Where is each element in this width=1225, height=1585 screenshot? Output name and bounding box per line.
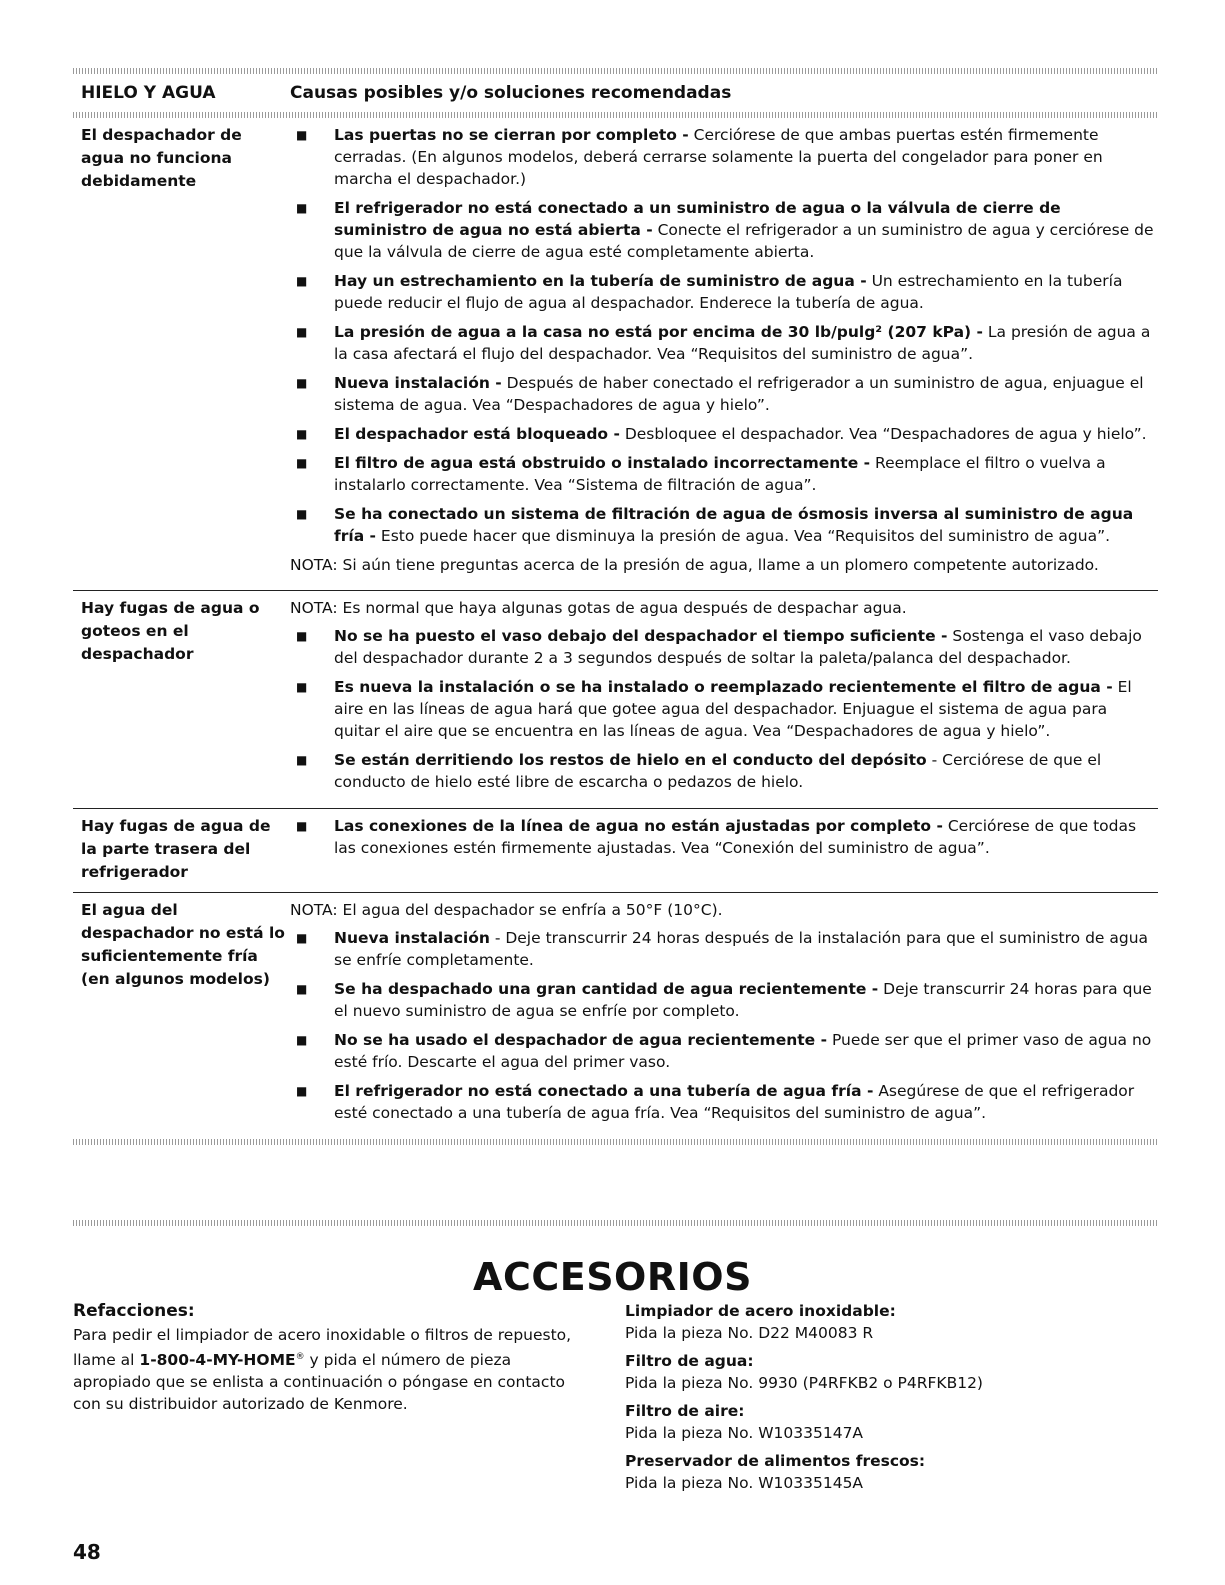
- square-bullet-icon: ■: [296, 1084, 308, 1098]
- cause-text: El refrigerador no está conectado a un suministro de agua o la válvula de cierre de suministro de agua no está abierta -: [334, 199, 1061, 239]
- problem-label: Hay fugas de agua de la parte trasera del refrigerador: [81, 817, 271, 881]
- solution-item: [290, 1029, 1158, 1073]
- solutions-cell: [290, 899, 1158, 1131]
- table-row: [73, 118, 1158, 590]
- part-number: Pida la pieza No. D22 M40083 R: [625, 1324, 874, 1342]
- solution-item: [290, 625, 1158, 669]
- text-part: y pida el número de pieza apropiado que se enlista a continuación o póngase en contacto con su distribuidor autorizado de Kenmore.: [73, 1351, 566, 1414]
- solution-item: [290, 372, 1158, 416]
- replacement-parts-heading: Refacciones:: [73, 1301, 195, 1321]
- accessories-rule: [73, 1220, 1158, 1226]
- square-bullet-icon: ■: [296, 680, 308, 694]
- solution-item: [290, 321, 1158, 365]
- cause-text: Las puertas no se cierran por completo -: [334, 126, 689, 144]
- solution-item: [290, 749, 1158, 793]
- cause-text: Se ha despachado una gran cantidad de agua recientemente -: [334, 980, 879, 998]
- solution-text: [334, 124, 1158, 190]
- part-entry: [625, 1450, 1145, 1494]
- solution-text: [334, 749, 1158, 793]
- solution-item: [290, 197, 1158, 263]
- remedy-text: - Deje transcurrir 24 horas después de la instalación para que el suministro de agua se enfríe completamente.: [334, 929, 1149, 969]
- note: [290, 554, 1158, 576]
- solution-item: [290, 676, 1158, 742]
- table-header: [73, 74, 1158, 112]
- solution-text: [334, 978, 1158, 1022]
- solution-item: [290, 270, 1158, 314]
- square-bullet-icon: ■: [296, 507, 308, 521]
- cause-text: No se ha puesto el vaso debajo del despachador el tiempo suficiente -: [334, 627, 948, 645]
- cause-text: El refrigerador no está conectado a una tubería de agua fría -: [334, 1082, 874, 1100]
- note: [290, 597, 1158, 619]
- solution-text: [334, 1029, 1158, 1073]
- part-entry: [625, 1300, 1145, 1344]
- replacement-parts-section: [73, 1300, 573, 1415]
- solution-item: [290, 503, 1158, 547]
- parts-list: [625, 1300, 1145, 1500]
- header-category: HIELO Y AGUA: [81, 83, 216, 103]
- note-label: NOTA:: [290, 599, 338, 617]
- square-bullet-icon: ■: [296, 1033, 308, 1047]
- remedy-text: Conecte el refrigerador a un suministro de agua y cerciórese de que la válvula de cierre de agua esté completamente abierta.: [334, 221, 1154, 261]
- square-bullet-icon: ■: [296, 456, 308, 470]
- problem-label: El despachador de agua no funciona debidamente: [81, 126, 242, 190]
- square-bullet-icon: ■: [296, 128, 308, 142]
- cause-text: Las conexiones de la línea de agua no están ajustadas por completo -: [334, 817, 943, 835]
- cause-text: El filtro de agua está obstruido o instalado incorrectamente -: [334, 454, 871, 472]
- cause-text: Nueva instalación -: [334, 374, 502, 392]
- square-bullet-icon: ■: [296, 982, 308, 996]
- part-number: Pida la pieza No. W10335147A: [625, 1424, 864, 1442]
- cause-text: El despachador está bloqueado -: [334, 425, 620, 443]
- registered-mark: ®: [295, 1352, 305, 1362]
- note-text: El agua del despachador se enfría a 50°F (10°C).: [337, 901, 723, 919]
- cause-text: Nueva instalación: [334, 929, 490, 947]
- part-entry: [625, 1400, 1145, 1444]
- remedy-text: Desbloquee el despachador. Vea “Despachadores de agua y hielo”.: [619, 425, 1147, 443]
- replacement-parts-text: [73, 1324, 573, 1415]
- part-name: Filtro de agua:: [625, 1352, 754, 1370]
- solution-item: [290, 978, 1158, 1022]
- solution-text: [334, 1080, 1158, 1124]
- page-number: 48: [73, 1540, 101, 1564]
- solution-item: [290, 452, 1158, 496]
- problem-label: Hay fugas de agua o goteos en el despachador: [81, 599, 260, 663]
- part-number: Pida la pieza No. W10335145A: [625, 1474, 864, 1492]
- solution-text: [334, 503, 1158, 547]
- remedy-text: Un estrechamiento en la tubería puede reducir el flujo de agua al despachador. Enderece la tubería de agua.: [334, 272, 1123, 312]
- part-entry: [625, 1350, 1145, 1394]
- part-name: Filtro de aire:: [625, 1402, 745, 1420]
- cause-text: Es nueva la instalación o se ha instalado o reemplazado recientemente el filtro de agua -: [334, 678, 1113, 696]
- note: [290, 899, 1158, 921]
- solution-item: [290, 124, 1158, 190]
- square-bullet-icon: ■: [296, 819, 308, 833]
- phone-number: 1-800-4-MY-HOME: [139, 1351, 296, 1370]
- square-bullet-icon: ■: [296, 931, 308, 945]
- part-name: Limpiador de acero inoxidable:: [625, 1302, 896, 1320]
- remedy-text: Cerciórese de que ambas puertas estén firmemente cerradas. (En algunos modelos, deberá cerrarse solamente la puerta del congelador para poner en marcha el despachador.): [334, 126, 1103, 188]
- remedy-text: Puede ser que el primer vaso de agua no esté frío. Descarte el agua del primer vaso.: [334, 1031, 1152, 1071]
- remedy-text: Después de haber conectado el refrigerador a un suministro de agua, enjuague el sistema de agua. Vea “Despachadores de agua y hielo”.: [334, 374, 1144, 414]
- solution-text: [334, 423, 1158, 445]
- table-body: [73, 118, 1158, 1139]
- remedy-text: Sostenga el vaso debajo del despachador durante 2 a 3 segundos después de soltar la paleta/palanca del despachador.: [334, 627, 1142, 667]
- table-row: [73, 808, 1158, 892]
- solution-text: [334, 321, 1158, 365]
- note-label: NOTA:: [290, 901, 338, 919]
- square-bullet-icon: ■: [296, 427, 308, 441]
- solution-text: [334, 676, 1158, 742]
- solutions-cell: [290, 124, 1158, 582]
- solution-text: [334, 815, 1158, 859]
- solution-item: [290, 1080, 1158, 1124]
- remedy-text: Esto puede hacer que disminuya la presión de agua. Vea “Requisitos del suministro de agua”.: [376, 527, 1111, 545]
- problem-label: El agua del despachador no está lo suficientemente fría (en algunos modelos): [81, 901, 285, 988]
- note-label: NOTA:: [290, 556, 338, 574]
- table-row: [73, 590, 1158, 808]
- cause-text: Se ha conectado un sistema de filtración de agua de ósmosis inversa al suministro de agua fría -: [334, 505, 1134, 545]
- remedy-text: Asegúrese de que el refrigerador esté conectado a una tubería de agua fría. Vea “Requisitos del suministro de agua”.: [334, 1082, 1135, 1122]
- cause-text: La presión de agua a la casa no está por encima de 30 lb/pulg² (207 kPa) -: [334, 323, 983, 341]
- solution-text: [334, 452, 1158, 496]
- part-number: Pida la pieza No. 9930 (P4RFKB2 o P4RFKB12): [625, 1374, 983, 1392]
- remedy-text: La presión de agua a la casa afectará el flujo del despachador. Vea “Requisitos del suministro de agua”.: [334, 323, 1151, 363]
- square-bullet-icon: ■: [296, 376, 308, 390]
- table-bottom-rule: [73, 1139, 1158, 1145]
- solution-item: [290, 815, 1158, 859]
- remedy-text: Cerciórese de que todas las conexiones estén firmemente ajustadas. Vea “Conexión del suministro de agua”.: [334, 817, 1137, 857]
- square-bullet-icon: ■: [296, 753, 308, 767]
- note-text: Es normal que haya algunas gotas de agua después de despachar agua.: [337, 599, 907, 617]
- square-bullet-icon: ■: [296, 201, 308, 215]
- part-name: Preservador de alimentos frescos:: [625, 1452, 926, 1470]
- note-text: Si aún tiene preguntas acerca de la presión de agua, llame a un plomero competente autorizado.: [337, 556, 1099, 574]
- accessories-title: ACCESORIOS: [473, 1255, 752, 1299]
- square-bullet-icon: ■: [296, 629, 308, 643]
- remedy-text: - Cerciórese de que el conducto de hielo esté libre de escarcha o pedazos de hielo.: [334, 751, 1102, 791]
- square-bullet-icon: ■: [296, 325, 308, 339]
- solution-text: [334, 372, 1158, 416]
- cause-text: No se ha usado el despachador de agua recientemente -: [334, 1031, 828, 1049]
- text-part: Para pedir el limpiador de acero inoxidable o filtros de repuesto, llame al: [73, 1326, 572, 1370]
- solutions-cell: [290, 815, 1158, 884]
- solution-text: [334, 927, 1158, 971]
- remedy-text: Deje transcurrir 24 horas para que el nuevo suministro de agua se enfríe por completo.: [334, 980, 1152, 1020]
- cause-text: Hay un estrechamiento en la tubería de suministro de agua -: [334, 272, 867, 290]
- header-solutions: Causas posibles y/o soluciones recomendadas: [290, 83, 732, 103]
- remedy-text: El aire en las líneas de agua hará que gotee agua del despachador. Enjuague el sistema de agua para quitar el aire que se encuentra en las líneas de agua. Vea “Despachadores de agua y hielo”.: [334, 678, 1132, 740]
- table-row: [73, 892, 1158, 1139]
- solution-item: [290, 927, 1158, 971]
- troubleshooting-table: [73, 68, 1158, 1145]
- solution-text: [334, 270, 1158, 314]
- solution-text: [334, 197, 1158, 263]
- cause-text: Se están derritiendo los restos de hielo en el conducto del depósito: [334, 751, 927, 769]
- solution-item: [290, 423, 1158, 445]
- square-bullet-icon: ■: [296, 274, 308, 288]
- remedy-text: Reemplace el filtro o vuelva a instalarlo correctamente. Vea “Sistema de filtración de agua”.: [334, 454, 1106, 494]
- solution-text: [334, 625, 1158, 669]
- solutions-cell: [290, 597, 1158, 800]
